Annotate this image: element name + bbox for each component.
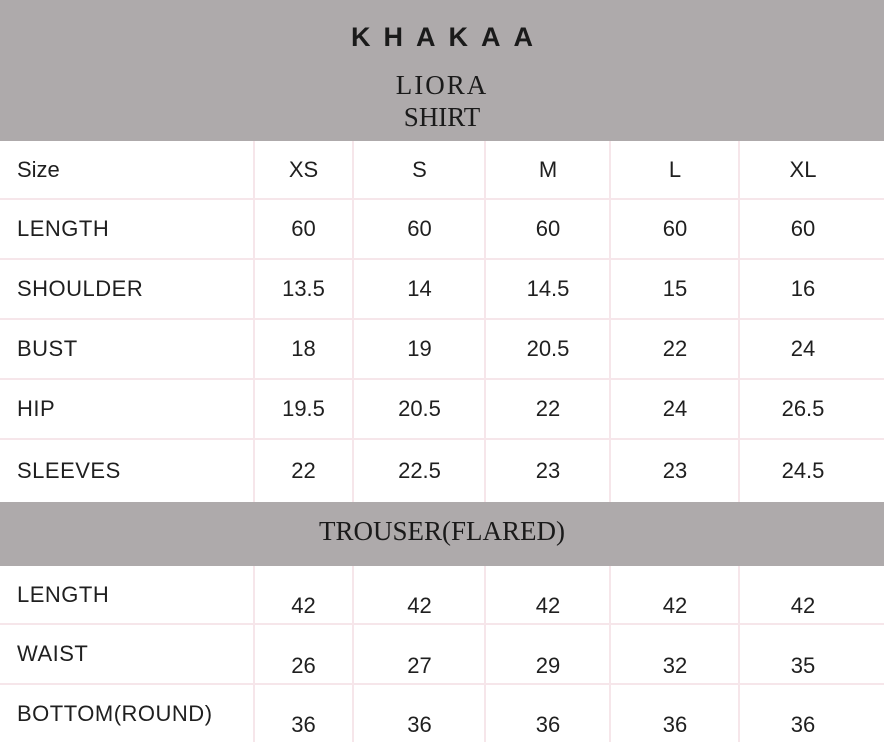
row-label: WAIST (17, 641, 89, 666)
header-cell-xs: XS (288, 156, 319, 182)
row-label: HIP (17, 396, 56, 421)
table-cell: 22.5 (398, 458, 441, 483)
shirt-section-title: SHIRT (403, 102, 481, 132)
table-cell: 23 (662, 458, 688, 483)
table-cell: 18 (291, 336, 316, 361)
table-cell: 42 (535, 593, 561, 618)
table-cell: 26.5 (781, 396, 825, 421)
table-cell: 24 (790, 336, 816, 361)
header-cell-s: S (412, 156, 427, 182)
row-label: LENGTH (17, 216, 110, 241)
table-cell: 23 (535, 458, 561, 483)
table-cell: 22 (535, 396, 561, 421)
table-row (0, 380, 884, 438)
table-row (0, 440, 884, 502)
table-cell: 36 (662, 712, 688, 737)
table-cell: 19 (407, 336, 432, 361)
table-cell: 29 (535, 653, 561, 678)
table-cell: 22 (662, 336, 688, 361)
table-cell: 35 (790, 653, 816, 678)
table-cell: 26 (291, 653, 316, 678)
row-label: LENGTH (17, 582, 110, 607)
table-cell: 42 (291, 593, 316, 618)
table-cell: 15 (662, 276, 688, 301)
trouser-band (0, 502, 884, 566)
table-cell: 20.5 (398, 396, 441, 421)
table-cell: 22 (291, 458, 316, 483)
table-cell: 36 (407, 712, 432, 737)
header-band (0, 0, 884, 141)
table-cell: 60 (291, 216, 316, 241)
table-row (0, 625, 884, 683)
header-cell-xl: XL (789, 156, 817, 182)
table-row (0, 566, 884, 623)
table-cell: 42 (662, 593, 688, 618)
header-cell-l: L (668, 156, 682, 182)
table-cell: 14 (407, 276, 432, 301)
trouser-section-title: TROUSER(FLARED) (318, 516, 565, 546)
table-cell: 60 (535, 216, 561, 241)
table-cell: 27 (407, 653, 432, 678)
row-label: BOTTOM(ROUND) (17, 701, 213, 726)
table-header-row (0, 141, 884, 198)
table-cell: 36 (790, 712, 816, 737)
table-cell: 14.5 (526, 276, 570, 301)
table-cell: 13.5 (282, 276, 325, 301)
table-cell: 24.5 (781, 458, 825, 483)
row-label: BUST (17, 336, 78, 361)
table-row (0, 260, 884, 318)
table-row (0, 200, 884, 258)
row-label: SHOULDER (17, 276, 144, 301)
table-row (0, 320, 884, 378)
table-cell: 24 (662, 396, 688, 421)
table-cell: 60 (790, 216, 816, 241)
table-cell: 16 (790, 276, 816, 301)
brand-logo: KHAKAA (351, 22, 546, 52)
table-cell: 42 (790, 593, 816, 618)
table-cell: 20.5 (526, 336, 570, 361)
product-name: LIORA (395, 70, 489, 100)
table-cell: 60 (662, 216, 688, 241)
header-cell-m: M (538, 156, 558, 182)
table-cell: 32 (662, 653, 688, 678)
table-row (0, 685, 884, 742)
table-cell: 19.5 (282, 396, 325, 421)
row-label: SLEEVES (17, 458, 121, 483)
table-cell: 60 (407, 216, 432, 241)
header-cell-size: Size (17, 156, 60, 182)
table-cell: 42 (407, 593, 432, 618)
table-cell: 36 (291, 712, 316, 737)
table-cell: 36 (535, 712, 561, 737)
